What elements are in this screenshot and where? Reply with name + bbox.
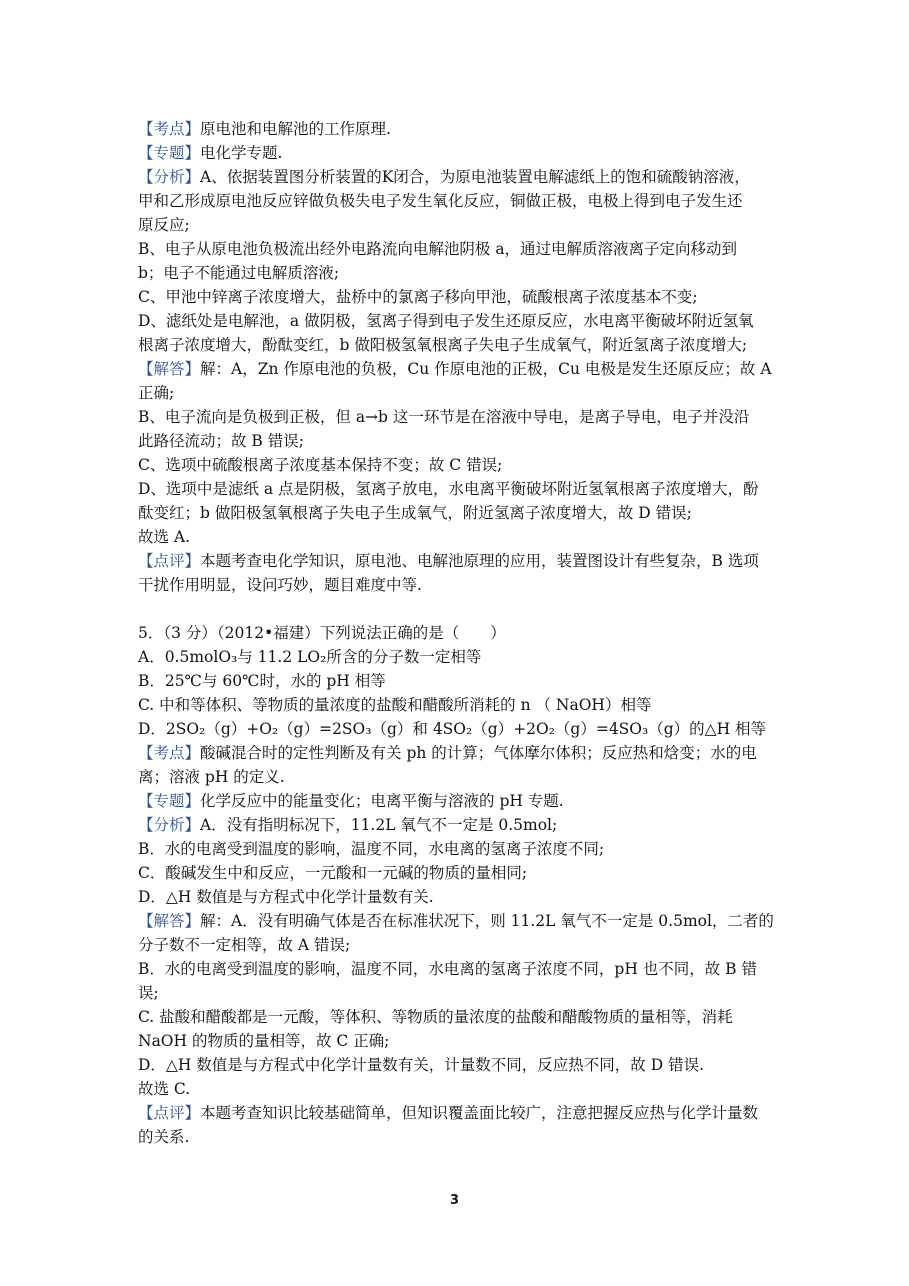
text-line: [138, 309, 778, 333]
text-line: [138, 213, 778, 237]
text-line: [138, 597, 778, 621]
text-line: [138, 333, 778, 357]
line-text: C．酸碱发生中和反应，一元酸和一元碱的物质的量相同;: [138, 864, 528, 882]
text-line: [138, 645, 778, 669]
text-line: [138, 909, 778, 933]
section-tag: 【考点】: [138, 744, 201, 762]
line-text: 误;: [138, 984, 159, 1002]
text-line: [138, 813, 778, 837]
line-text: 故选 C.: [138, 1080, 191, 1098]
line-text: 5．（3 分）（2012•福建）下列说法正确的是（ ）: [138, 624, 506, 642]
section-tag: 【分析】: [138, 816, 201, 834]
section-tag: 【解答】: [138, 912, 201, 930]
line-text: 本题考查电化学知识，原电池、电解池原理的应用，装置图设计有些复杂，B 选项: [200, 552, 759, 570]
text-line: [138, 1125, 778, 1149]
line-text: 原反应;: [138, 216, 190, 234]
text-line: [138, 693, 778, 717]
section-tag: 【考点】: [138, 120, 201, 138]
line-text: D．△H 数值是与方程式中化学计量数有关，计量数不同，反应热不同，故 D 错误.: [138, 1056, 705, 1074]
text-line: [138, 1053, 778, 1077]
text-line: [138, 885, 778, 909]
text-line: [138, 405, 778, 429]
line-text: B、电子从原电池负极流出经外电路流向电解池阴极 a，通过电解质溶液离子定向移动到: [138, 240, 738, 258]
text-line: [138, 861, 778, 885]
section-tag: 【分析】: [138, 168, 201, 186]
line-text: 化学反应中的能量变化；电离平衡与溶液的 pH 专题.: [200, 792, 564, 810]
text-line: [138, 549, 778, 573]
text-line: [138, 741, 778, 765]
line-text: C. 中和等体积、等物质的量浓度的盐酸和醋酸所消耗的 n （ NaOH）相等: [138, 696, 652, 714]
line-text: 本题考查知识比较基础简单，但知识覆盖面比较广，注意把握反应热与化学计量数: [200, 1104, 759, 1122]
document-body: [138, 117, 778, 1149]
text-line: [138, 165, 778, 189]
text-line: [138, 525, 778, 549]
text-line: [138, 789, 778, 813]
line-text: 甲和乙形成原电池反应锌做负极失电子发生氧化反应，铜做正极，电极上得到电子发生还: [138, 192, 743, 210]
line-text: A、依据装置图分析装置的K闭合，为原电池装置电解滤纸上的饱和硫酸钠溶液，: [200, 168, 750, 186]
line-text: D、滤纸处是电解池，a 做阴极，氢离子得到电子发生还原反应，水电离平衡破坏附近氢氧: [138, 312, 754, 330]
line-text: b；电子不能通过电解质溶液;: [138, 264, 340, 282]
text-line: [138, 1077, 778, 1101]
section-tag: 【点评】: [138, 552, 201, 570]
text-line: [138, 765, 778, 789]
text-line: [138, 429, 778, 453]
line-text: 酸碱混合时的定性判断及有关 ph 的计算；气体摩尔体积；反应热和焓变；水的电: [200, 744, 757, 762]
text-line: [138, 381, 778, 405]
line-text: 原电池和电解池的工作原理.: [200, 120, 391, 138]
text-line: [138, 573, 778, 597]
line-text: A．没有指明标况下，11.2L 氧气不一定是 0.5mol;: [200, 816, 558, 834]
text-line: [138, 477, 778, 501]
line-text: D、选项中是滤纸 a 点是阴极，氢离子放电，水电离平衡破坏附近氢氧根离子浓度增大，酚: [138, 480, 759, 498]
line-text: B．水的电离受到温度的影响，温度不同，水电离的氢离子浓度不同，pH 也不同，故 B 错: [138, 960, 758, 978]
text-line: [138, 189, 778, 213]
text-line: [138, 1101, 778, 1125]
section-tag: 【解答】: [138, 360, 201, 378]
text-line: [138, 357, 778, 381]
section-tag: 【点评】: [138, 1104, 201, 1122]
line-text: B．25℃与 60℃时，水的 pH 相等: [138, 672, 386, 690]
text-line: [138, 981, 778, 1005]
line-text: B．水的电离受到温度的影响，温度不同，水电离的氢离子浓度不同;: [138, 840, 605, 858]
line-text: 电化学专题.: [200, 144, 283, 162]
text-line: [138, 957, 778, 981]
text-line: [138, 669, 778, 693]
line-text: C、选项中硫酸根离子浓度基本保持不变；故 C 错误;: [138, 456, 503, 474]
text-line: [138, 285, 778, 309]
line-text: 解：A，Zn 作原电池的负极，Cu 作原电池的正极，Cu 电极是发生还原反应；故 A: [200, 360, 772, 378]
section-tag: 【专题】: [138, 144, 201, 162]
line-text: 离；溶液 pH 的定义.: [138, 768, 285, 786]
line-text: 故选 A.: [138, 528, 191, 546]
line-text: D．2SO₂（g）+O₂（g）=2SO₃（g）和 4SO₂（g）+2O₂（g）=4SO₃（g）的△H 相等: [138, 720, 767, 738]
text-line: [138, 1005, 778, 1029]
line-text: C. 盐酸和醋酸都是一元酸，等体积、等物质的量浓度的盐酸和醋酸物质的量相等，消耗: [138, 1008, 733, 1026]
line-text: D．△H 数值是与方程式中化学计量数有关.: [138, 888, 434, 906]
line-text: NaOH 的物质的量相等，故 C 正确;: [138, 1032, 390, 1050]
text-line: [138, 717, 778, 741]
text-line: [138, 141, 778, 165]
line-text: 解：A．没有明确气体是否在标准状况下，则 11.2L 氧气不一定是 0.5mol，二者的: [200, 912, 774, 930]
line-text: 酞变红；b 做阳极氢氧根离子失电子生成氧气，附近氢离子浓度增大，故 D 错误;: [138, 504, 692, 522]
text-line: [138, 117, 778, 141]
text-line: [138, 453, 778, 477]
line-text: 分子数不一定相等，故 A 错误;: [138, 936, 351, 954]
text-line: [138, 501, 778, 525]
line-text: A．0.5molO₃与 11.2 LO₂所含的分子数一定相等: [138, 648, 482, 666]
text-line: [138, 621, 778, 645]
section-tag: 【专题】: [138, 792, 201, 810]
page-number: 3: [449, 1193, 460, 1208]
text-line: [138, 1029, 778, 1053]
line-text: 此路径流动；故 B 错误;: [138, 432, 304, 450]
line-text: 干扰作用明显，设问巧妙，题目难度中等.: [138, 576, 422, 594]
line-text: 的关系.: [138, 1128, 190, 1146]
text-line: [138, 237, 778, 261]
line-text: C、甲池中锌离子浓度增大，盐桥中的氯离子移向甲池，硫酸根离子浓度基本不变;: [138, 288, 698, 306]
text-line: [138, 837, 778, 861]
text-line: [138, 261, 778, 285]
line-text: 根离子浓度增大，酚酞变红，b 做阳极氢氧根离子失电子生成氧气，附近氢离子浓度增大;: [138, 336, 748, 354]
text-line: [138, 933, 778, 957]
line-text: 正确;: [138, 384, 175, 402]
line-text: B、电子流向是负极到正极，但 a→b 这一环节是在溶液中导电，是离子导电，电子并没沿: [138, 408, 750, 426]
